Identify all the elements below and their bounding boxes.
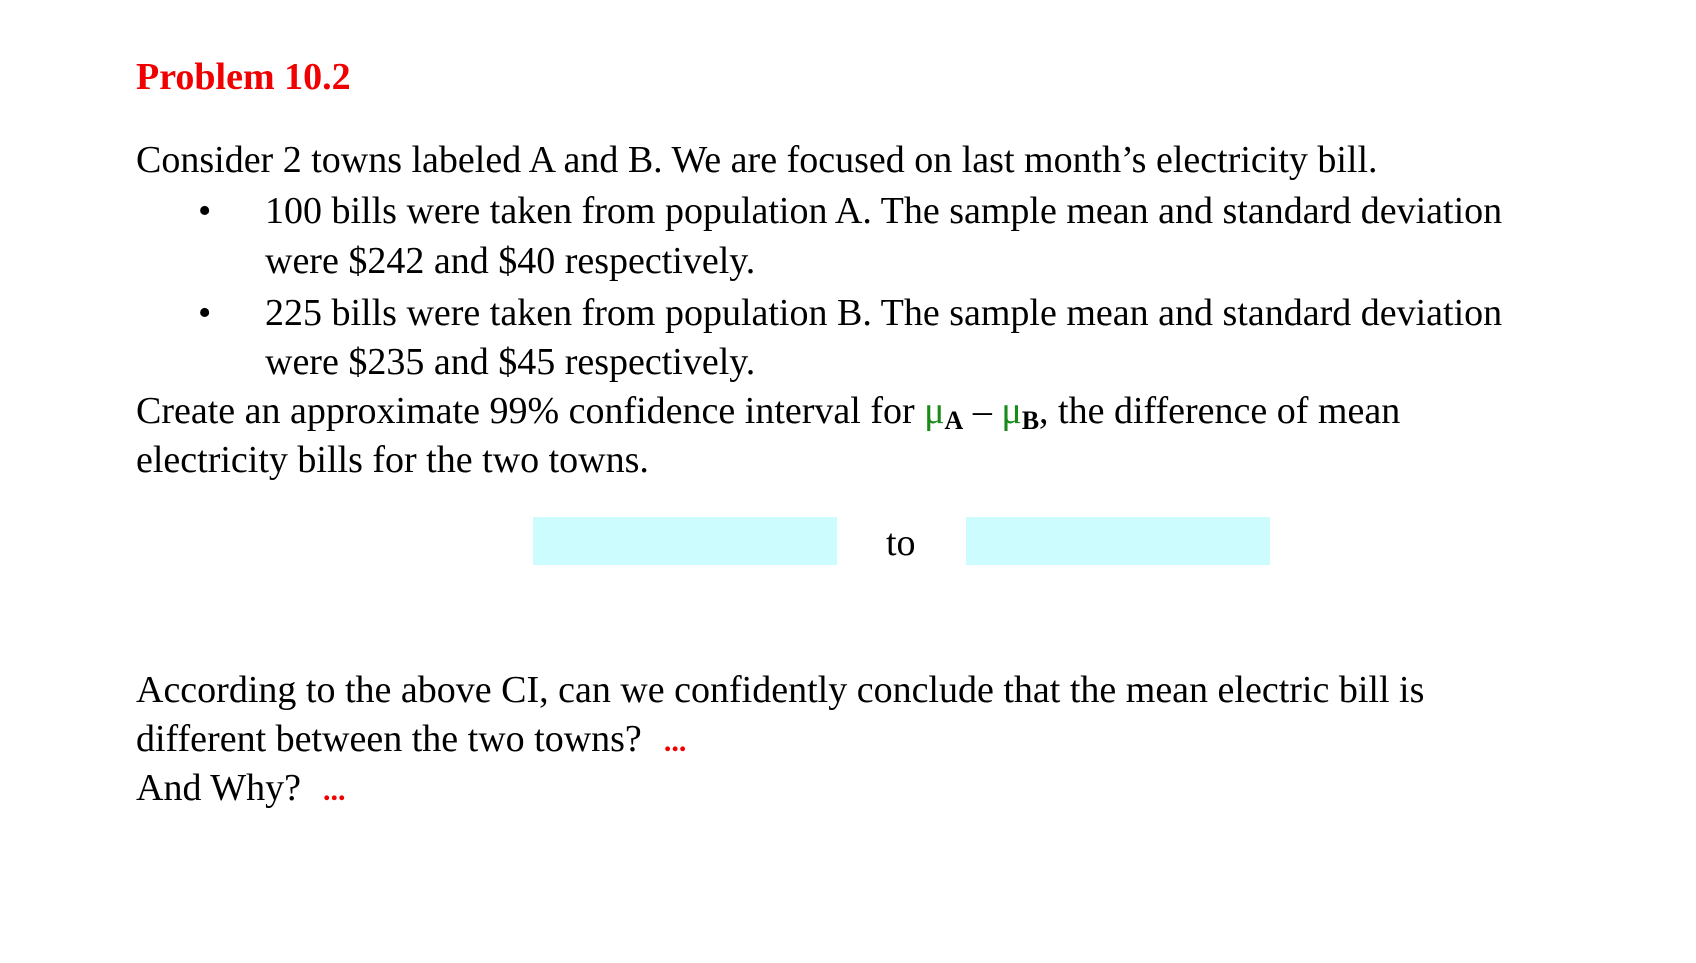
ci-lower-input[interactable] — [533, 517, 837, 565]
bullet-icon: • — [198, 292, 212, 334]
bullet-a-line2: were $242 and $40 respectively. — [265, 240, 756, 282]
bullet-icon: • — [198, 190, 212, 232]
subscript-b: B — [1021, 406, 1040, 435]
problem-title: Problem 10.2 — [136, 56, 351, 98]
bullet-b-line2: were $235 and $45 respectively. — [265, 341, 756, 383]
task-suffix: , the difference of mean — [1039, 390, 1401, 432]
question-line3-text: And Why? — [136, 767, 301, 809]
bullet-a-line1: 100 bills were taken from population A. The sample mean and standard deviation — [265, 190, 1503, 232]
task-line1 — [136, 388, 1400, 444]
question-line2-text: different between the two towns? — [136, 718, 642, 760]
answer-ellipsis-2: ... — [323, 774, 346, 807]
task-line2: electricity bills for the two towns. — [136, 439, 649, 481]
question-line2 — [136, 716, 686, 765]
mu-a-symbol: μ — [924, 390, 945, 432]
mu-b-symbol: μ — [1001, 390, 1022, 432]
task-prefix: Create an approximate 99% confidence interval for — [136, 390, 925, 432]
minus-sign: – — [963, 390, 1002, 432]
to-label: to — [886, 522, 916, 564]
answer-ellipsis-1: ... — [663, 725, 687, 758]
question-line3 — [136, 765, 346, 814]
question-line1: According to the above CI, can we confidently conclude that the mean electric bill is — [136, 669, 1425, 711]
subscript-a: A — [944, 406, 964, 435]
bullet-b-line1: 225 bills were taken from population B. The sample mean and standard deviation — [265, 292, 1503, 334]
intro-text: Consider 2 towns labeled A and B. We are focused on last month’s electricity bill. — [136, 139, 1378, 181]
ci-upper-input[interactable] — [966, 517, 1270, 565]
